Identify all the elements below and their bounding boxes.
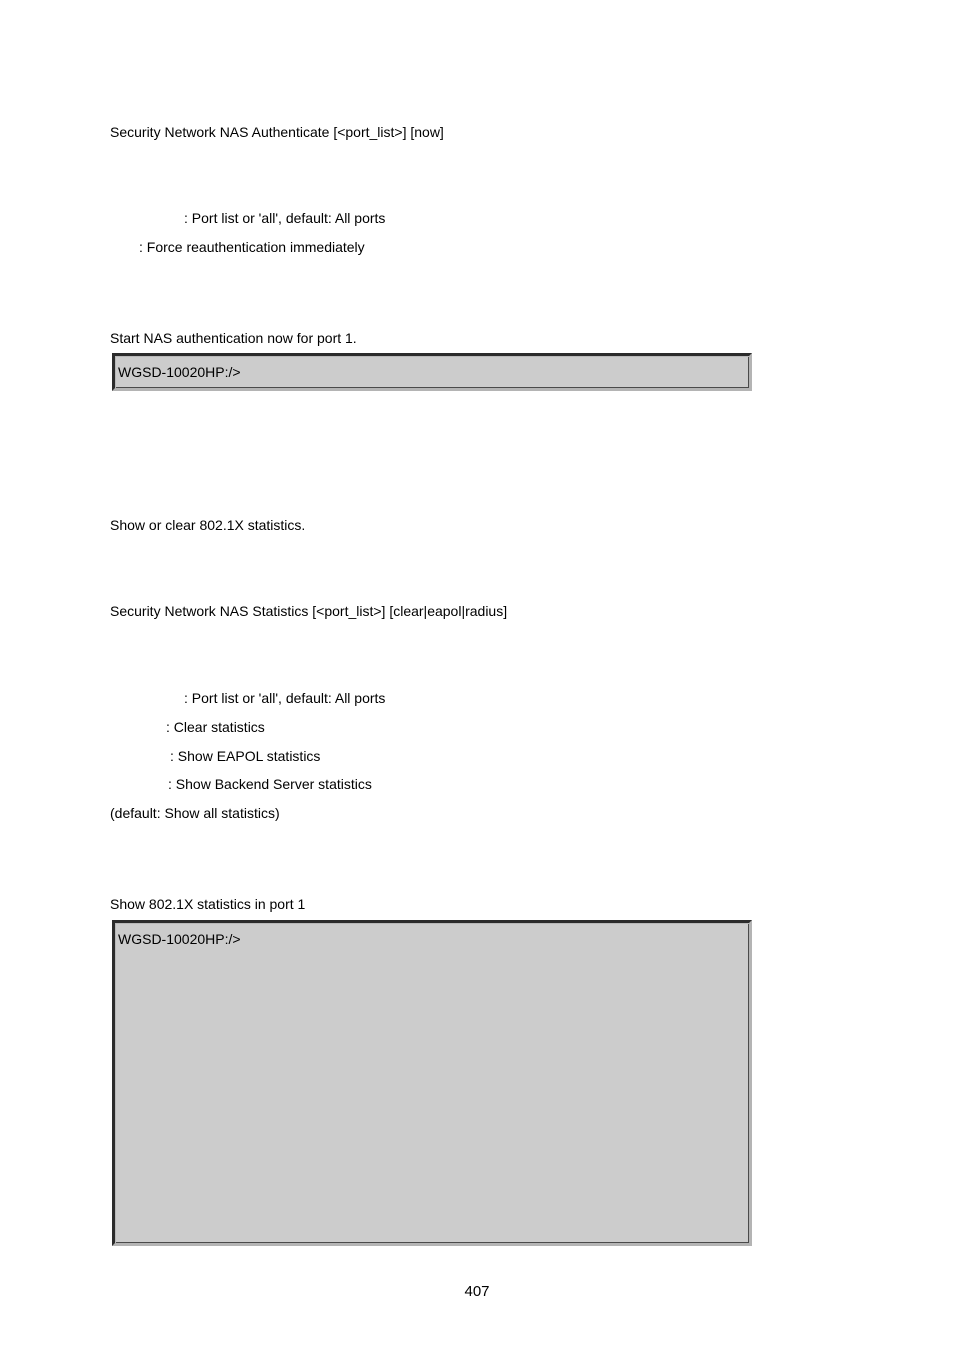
param-port-list-desc: : Port list or 'all', default: All ports — [184, 210, 386, 226]
nas-authenticate-syntax: Security Network NAS Authenticate [<port_list>] [now] — [110, 124, 444, 140]
authenticate-example-desc: Start NAS authentication now for port 1. — [110, 330, 357, 346]
page-number: 407 — [464, 1283, 490, 1300]
nas-statistics-syntax: Security Network NAS Statistics [<port_list>] [clear|eapol|radius] — [110, 603, 508, 619]
cli-box-statistics — [112, 920, 752, 1246]
statistics-example-desc: Show 802.1X statistics in port 1 — [110, 896, 306, 912]
param-port-list-desc: : Port list or 'all', default: All ports — [184, 690, 386, 706]
cli-prompt: WGSD-10020HP:/> — [118, 364, 241, 380]
cli-prompt: WGSD-10020HP:/> — [118, 931, 241, 947]
param-default-note: (default: Show all statistics) — [110, 805, 280, 821]
param-now-desc: : Force reauthentication immediately — [139, 239, 365, 255]
nas-statistics-description: Show or clear 802.1X statistics. — [110, 517, 306, 533]
cli-box-authenticate — [112, 353, 752, 391]
param-radius-desc: : Show Backend Server statistics — [168, 776, 372, 792]
param-eapol-desc: : Show EAPOL statistics — [170, 748, 321, 764]
param-clear-desc: : Clear statistics — [166, 719, 265, 735]
